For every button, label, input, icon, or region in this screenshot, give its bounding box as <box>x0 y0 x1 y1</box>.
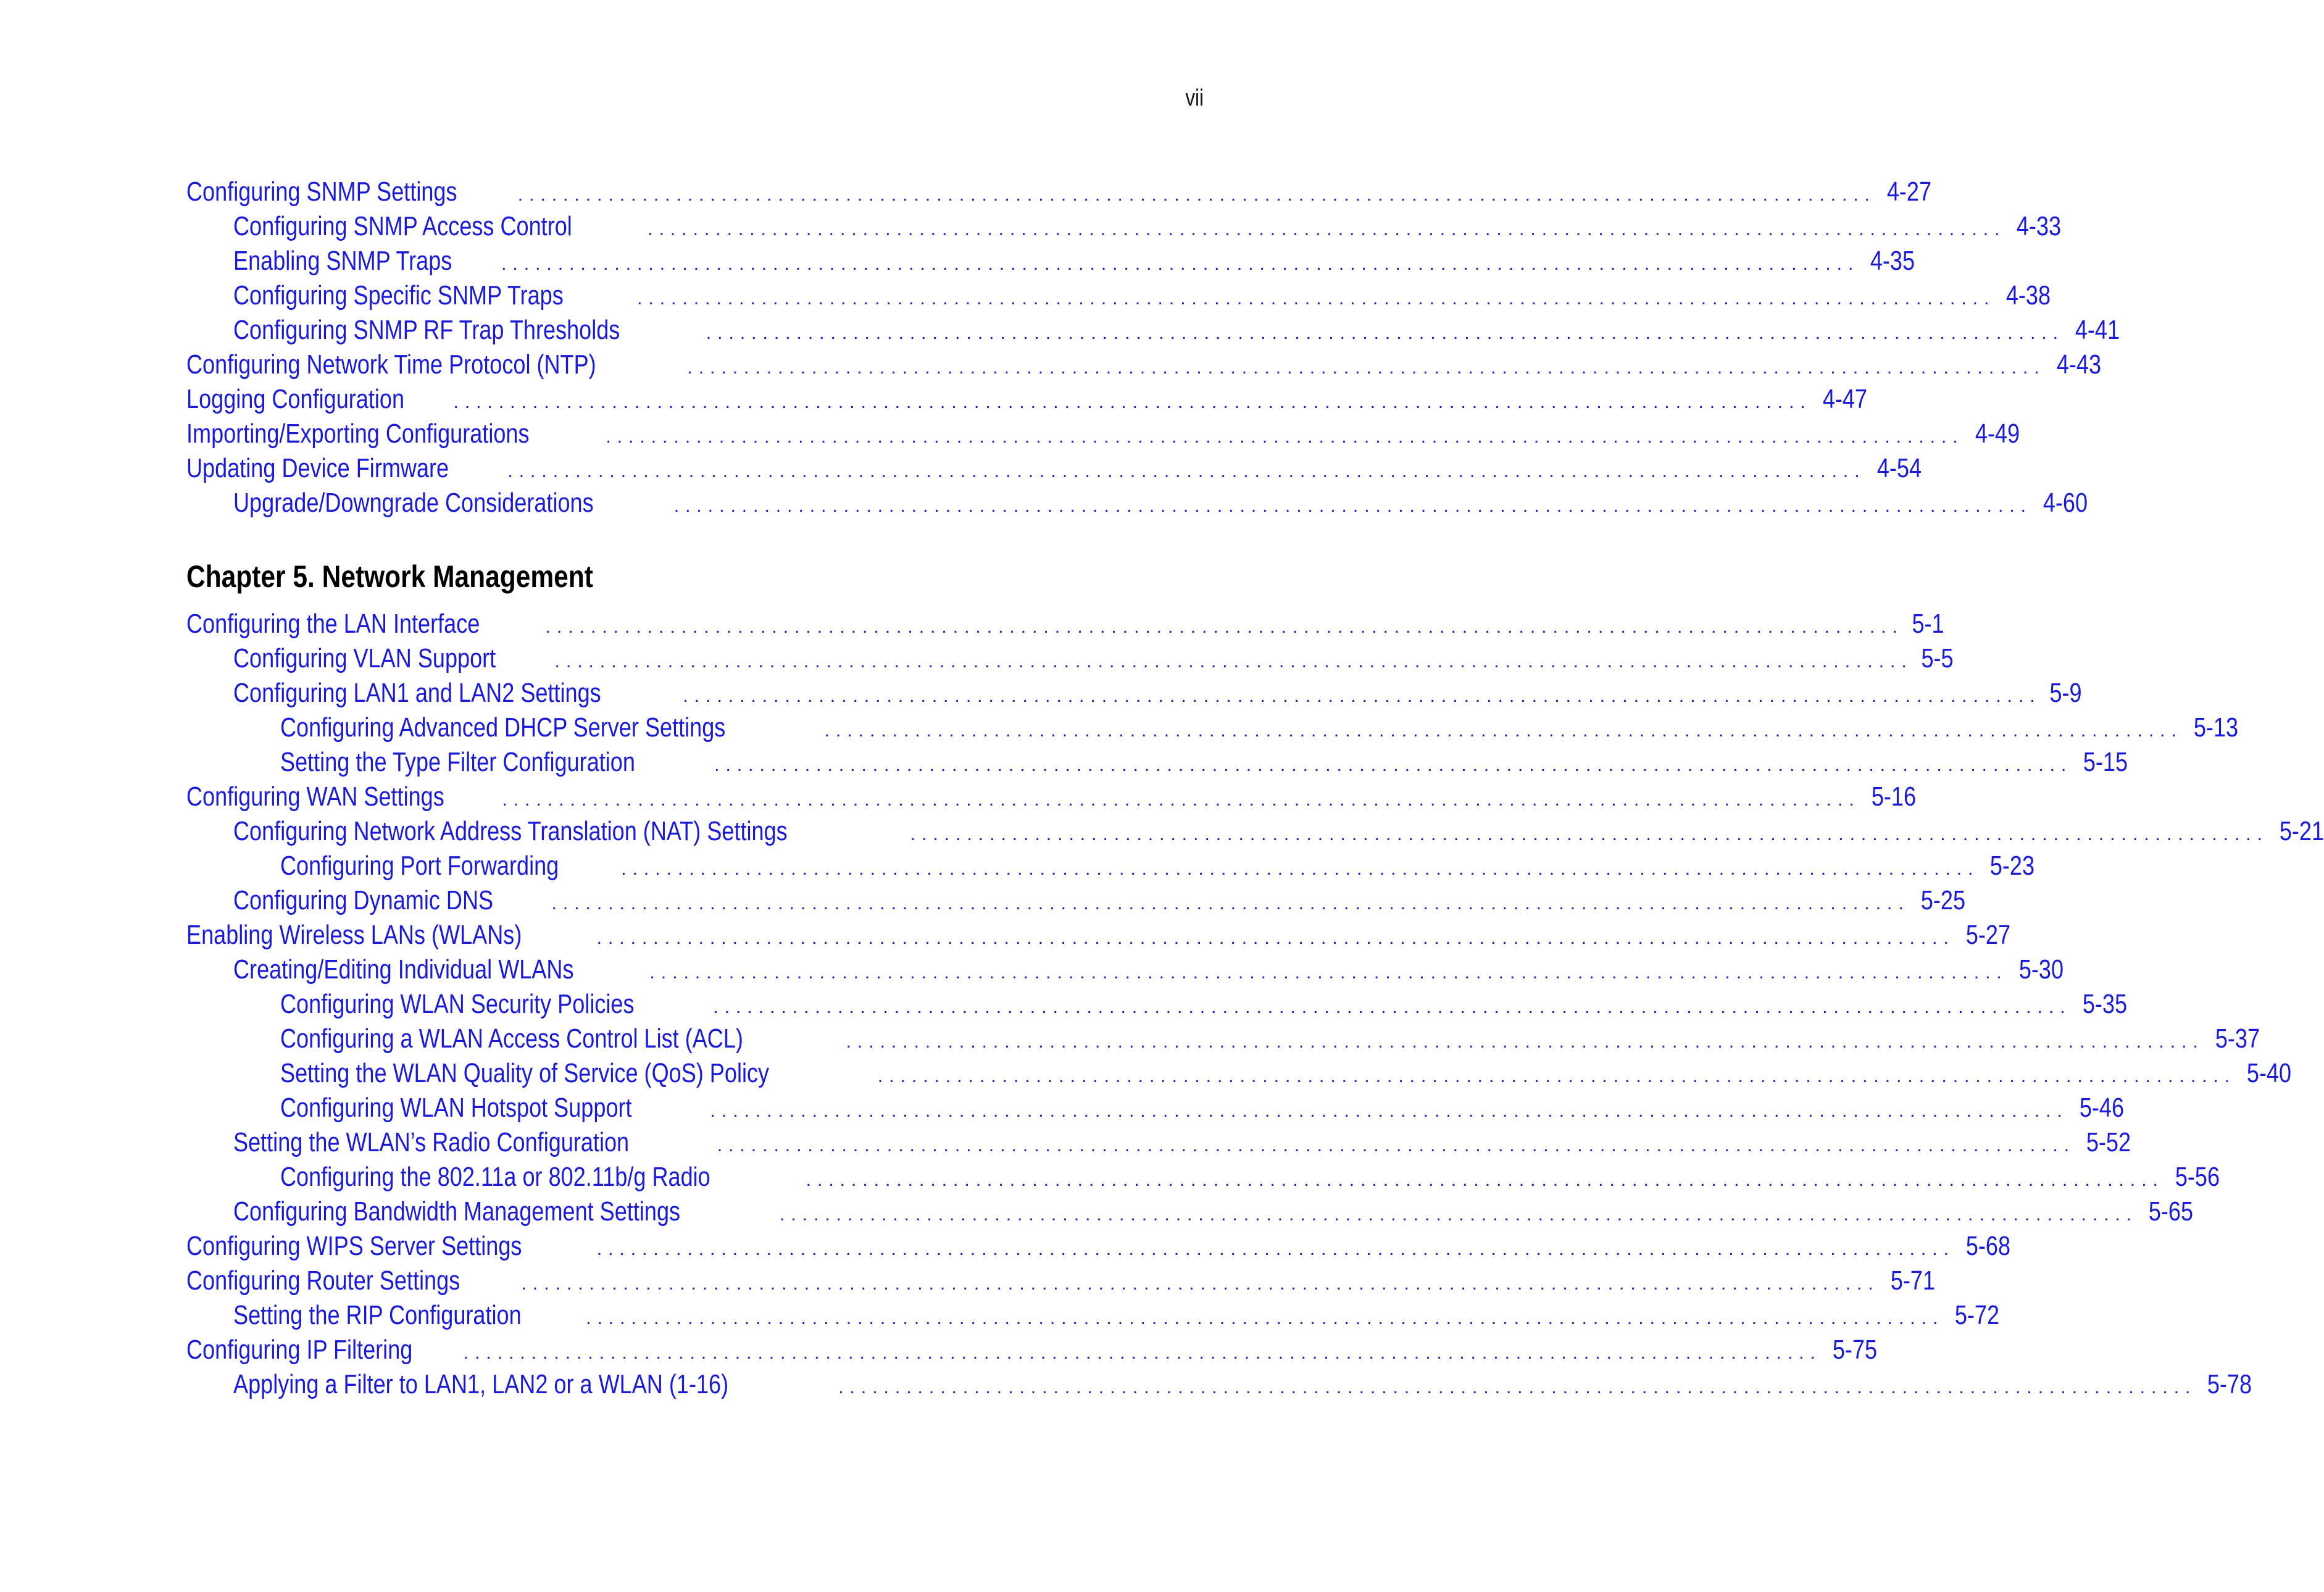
toc-entry[interactable] <box>186 781 1916 816</box>
toc-entry-title: Configuring Network Address Translation (NAT) Settings <box>233 816 788 846</box>
toc-dot-leader: ........................................................................................................................ <box>521 1273 1880 1294</box>
toc-entry-page: 5-75 <box>1832 1335 1878 1365</box>
toc-entry[interactable] <box>186 177 1932 211</box>
toc-dot-leader: ........................................................................................................................ <box>502 790 1860 810</box>
toc-entry-title: Configuring the 802.11a or 802.11b/g Radio <box>280 1162 710 1192</box>
toc-entry[interactable] <box>186 885 1965 920</box>
toc-entry[interactable] <box>186 1231 2011 1265</box>
toc-entry-page: 5-65 <box>2149 1196 2194 1227</box>
toc-entry-page: 5-72 <box>1955 1300 2000 1330</box>
toc-entry[interactable] <box>186 488 2088 522</box>
toc-entry-page: 4-54 <box>1876 453 1922 483</box>
toc-entry[interactable] <box>186 747 2128 781</box>
toc-entry[interactable] <box>186 1196 2194 1231</box>
toc-entry-title: Configuring Dynamic DNS <box>233 885 494 915</box>
toc-dot-leader: ........................................................................................................................ <box>780 1204 2138 1225</box>
toc-dot-leader: ........................................................................................................................ <box>877 1066 2236 1086</box>
toc-entry-title: Setting the Type Filter Configuration <box>280 747 635 777</box>
toc-entry-title: Configuring WIPS Server Settings <box>186 1231 522 1261</box>
toc-dot-leader: ........................................................................................................................ <box>554 651 1913 672</box>
toc-entry[interactable] <box>186 315 2120 349</box>
toc-entry-page: 4-43 <box>2056 349 2101 380</box>
toc-entry-title: Configuring SNMP Access Control <box>233 211 572 241</box>
toc-entry[interactable] <box>186 678 2082 712</box>
toc-dot-leader: ........................................................................................................................ <box>507 461 1866 481</box>
toc-entry-title: Configuring Bandwidth Management Settings <box>233 1196 681 1227</box>
toc-entry-page: 5-25 <box>1920 885 1965 915</box>
toc-entry-title: Upgrade/Downgrade Considerations <box>233 488 594 518</box>
toc-dot-leader: ........................................................................................................................ <box>606 427 1964 447</box>
toc-entry-title: Configuring WLAN Security Policies <box>280 989 635 1019</box>
toc-entry-page: 4-60 <box>2043 488 2088 518</box>
toc-dot-leader: ........................................................................................................................ <box>596 928 1955 948</box>
toc-entry-title: Configuring Specific SNMP Traps <box>233 280 564 310</box>
toc-entry-page: 5-21 <box>2279 816 2324 846</box>
toc-entry-title: Configuring SNMP Settings <box>186 177 457 207</box>
toc-dot-leader: ........................................................................................................................ <box>463 1343 1822 1363</box>
toc-entry-title: Configuring WAN Settings <box>186 781 444 812</box>
toc-entry-title: Updating Device Firmware <box>186 453 449 483</box>
toc-dot-leader: ........................................................................................................................ <box>545 617 1904 637</box>
toc-entry-page: 5-78 <box>2207 1369 2252 1399</box>
toc-dot-leader: ........................................................................................................................ <box>637 288 1996 309</box>
toc-section-chapter-5 <box>186 609 2324 1404</box>
toc-entry-page: 5-15 <box>2083 747 2128 777</box>
toc-entry-title: Configuring LAN1 and LAN2 Settings <box>233 678 601 708</box>
toc-entry-page: 5-13 <box>2193 712 2238 743</box>
toc-entry-page: 4-35 <box>1870 246 1915 276</box>
toc-entry[interactable] <box>186 954 2064 989</box>
toc-entry[interactable] <box>186 1058 2292 1093</box>
toc-entry-page: 5-1 <box>1912 609 1944 639</box>
toc-dot-leader: ........................................................................................................................ <box>648 219 2006 240</box>
toc-dot-leader: ........................................................................................................................ <box>683 686 2041 706</box>
toc-entry[interactable] <box>186 1162 2220 1196</box>
toc-section-chapter-4 <box>186 177 2120 522</box>
toc-entry[interactable] <box>186 280 2051 315</box>
toc-dot-leader: ........................................................................................................................ <box>824 720 2183 741</box>
toc-entry[interactable] <box>186 643 1954 678</box>
toc-dot-leader: ........................................................................................................................ <box>713 997 2072 1017</box>
toc-dot-leader: ........................................................................................................................ <box>710 1101 2068 1121</box>
toc-entry-page: 5-68 <box>1965 1231 2011 1261</box>
toc-entry-title: Setting the RIP Configuration <box>233 1300 522 1330</box>
toc-entry-page: 5-5 <box>1921 643 1954 673</box>
toc-dot-leader: ........................................................................................................................ <box>706 323 2065 343</box>
toc-entry[interactable] <box>186 246 1915 280</box>
toc-entry-page: 5-16 <box>1871 781 1916 812</box>
toc-entry-page: 4-38 <box>2006 280 2051 310</box>
toc-entry-page: 5-52 <box>2086 1127 2131 1157</box>
toc-entry-title: Configuring Network Time Protocol (NTP) <box>186 349 596 380</box>
toc-entry[interactable] <box>186 1265 1935 1300</box>
toc-entry-title: Configuring Router Settings <box>186 1265 460 1296</box>
toc-entry[interactable] <box>186 1300 2000 1335</box>
toc-entry-page: 5-27 <box>1965 920 2010 950</box>
toc-entry[interactable] <box>186 712 2238 747</box>
toc-entry-title: Configuring a WLAN Access Control List (ACL) <box>280 1023 743 1054</box>
toc-entry[interactable] <box>186 349 2101 384</box>
chapter-heading: Chapter 5. Network Management <box>186 559 593 594</box>
toc-entry[interactable] <box>186 453 1922 488</box>
toc-entry-page: 5-9 <box>2049 678 2082 708</box>
toc-entry-page: 5-30 <box>2018 954 2064 985</box>
toc-entry-title: Importing/Exporting Configurations <box>186 419 530 449</box>
page-number: vii <box>1185 85 1204 111</box>
toc-entry-page: 5-37 <box>2215 1023 2260 1054</box>
toc-dot-leader: ........................................................................................................................ <box>596 1239 1955 1259</box>
toc-entry[interactable] <box>186 1093 2124 1127</box>
toc-entry-title: Enabling Wireless LANs (WLANs) <box>186 920 522 950</box>
toc-entry-title: Applying a Filter to LAN1, LAN2 or a WLAN (1-16) <box>233 1369 729 1399</box>
toc-entry[interactable] <box>186 609 1944 643</box>
toc-entry-title: Configuring WLAN Hotspot Support <box>280 1093 632 1123</box>
toc-dot-leader: ........................................................................................................................ <box>517 185 1876 205</box>
toc-entry-title: Setting the WLAN Quality of Service (QoS) Policy <box>280 1058 770 1088</box>
toc-entry-page: 5-40 <box>2246 1058 2292 1088</box>
toc-dot-leader: ........................................................................................................................ <box>838 1377 2197 1398</box>
toc-entry-title: Configuring Advanced DHCP Server Settings <box>280 712 726 743</box>
toc-entry-title: Enabling SNMP Traps <box>233 246 452 276</box>
toc-entry[interactable] <box>186 211 2062 246</box>
toc-entry[interactable] <box>186 1023 2260 1058</box>
toc-dot-leader: ........................................................................................................................ <box>586 1308 1944 1328</box>
toc-dot-leader: ........................................................................................................................ <box>453 392 1812 412</box>
toc-entry-page: 5-56 <box>2175 1162 2220 1192</box>
toc-entry-page: 4-47 <box>1822 384 1867 414</box>
toc-dot-leader: ........................................................................................................................ <box>846 1031 2204 1052</box>
toc-dot-leader: ........................................................................................................................ <box>621 859 1980 879</box>
toc-dot-leader: ........................................................................................................................ <box>551 893 1910 914</box>
toc-entry-title: Configuring VLAN Support <box>233 643 496 673</box>
toc-dot-leader: ........................................................................................................................ <box>910 824 2268 844</box>
toc-dot-leader: ........................................................................................................................ <box>687 357 2046 378</box>
toc-entry-title: Configuring Port Forwarding <box>280 851 559 881</box>
toc-entry-page: 4-41 <box>2075 315 2120 345</box>
toc-entry-title: Configuring the LAN Interface <box>186 609 480 639</box>
toc-dot-leader: ........................................................................................................................ <box>714 755 2073 775</box>
toc-entry-title: Configuring IP Filtering <box>186 1335 413 1365</box>
toc-entry-page: 5-71 <box>1890 1265 1935 1296</box>
toc-dot-leader: ........................................................................................................................ <box>501 254 1860 274</box>
toc-entry[interactable] <box>186 1369 2252 1404</box>
toc-entry-page: 4-49 <box>1975 419 2020 449</box>
toc-entry-page: 4-33 <box>2017 211 2062 241</box>
toc-entry[interactable] <box>186 989 2127 1023</box>
toc-entry-page: 5-35 <box>2082 989 2127 1019</box>
toc-dot-leader: ........................................................................................................................ <box>673 496 2032 516</box>
toc-entry-page: 5-23 <box>1990 851 2035 881</box>
toc-entry-title: Creating/Editing Individual WLANs <box>233 954 574 985</box>
toc-entry[interactable] <box>186 1335 1878 1369</box>
toc-dot-leader: ........................................................................................................................ <box>717 1135 2076 1156</box>
toc-dot-leader: ........................................................................................................................ <box>649 962 2008 983</box>
toc-entry-title: Setting the WLAN’s Radio Configuration <box>233 1127 630 1157</box>
toc-entry[interactable] <box>186 920 2010 954</box>
toc-entry-title: Configuring SNMP RF Trap Thresholds <box>233 315 620 345</box>
toc-entry-page: 5-46 <box>2079 1093 2124 1123</box>
toc-dot-leader: ........................................................................................................................ <box>806 1170 2164 1190</box>
toc-entry[interactable] <box>186 851 2035 885</box>
toc-entry[interactable] <box>186 1127 2131 1162</box>
toc-entry[interactable] <box>186 816 2324 851</box>
toc-entry-title: Logging Configuration <box>186 384 405 414</box>
toc-entry[interactable] <box>186 419 2020 453</box>
toc-entry[interactable] <box>186 384 1867 419</box>
toc-entry-page: 4-27 <box>1886 177 1932 207</box>
